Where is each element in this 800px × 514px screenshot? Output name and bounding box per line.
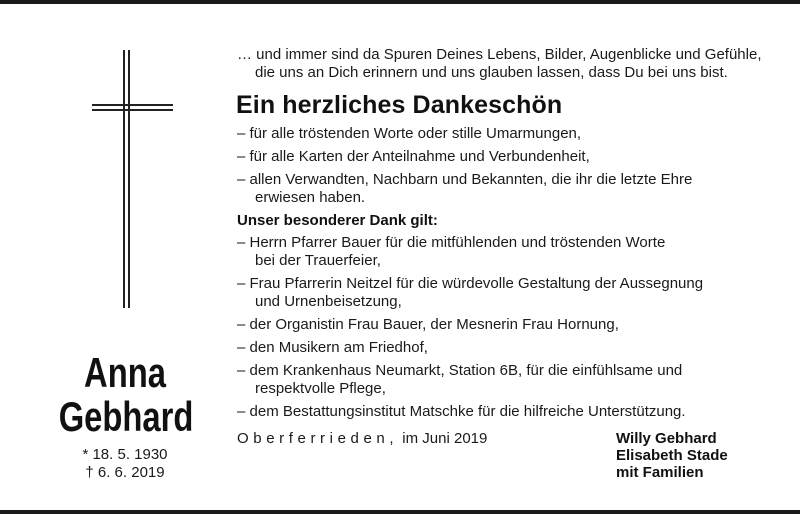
list-item-continuation: und Urnenbeisetzung, (255, 293, 402, 310)
list-item-line: – allen Verwandten, Nachbarn und Bekannten, die ihr die letzte Ehre (237, 171, 693, 188)
intro-quote (237, 46, 762, 82)
list-item-line: – den Musikern am Friedhof, (237, 339, 428, 356)
list-item (237, 316, 703, 334)
list-item-line: – dem Bestattungsinstitut Matschke für die hilfreiche Unterstützung. (237, 403, 686, 420)
notice-date: im Juni 2019 (402, 430, 488, 447)
list-item (237, 148, 692, 166)
list-item-line: – der Organistin Frau Bauer, der Mesnerin Frau Hornung, (237, 316, 619, 333)
thanks-list (237, 125, 692, 212)
list-item-continuation: bei der Trauerfeier, (255, 252, 381, 269)
list-item (237, 125, 692, 143)
list-item-continuation: respektvolle Pflege, (255, 380, 386, 397)
signer-name: mit Familien (616, 464, 704, 481)
list-item (237, 171, 692, 207)
place-and-date (237, 430, 487, 448)
list-item (237, 234, 703, 270)
death-date: † 6. 6. 2019 (85, 464, 165, 481)
bottom-border (0, 510, 800, 514)
list-item (237, 339, 703, 357)
place-name: Oberferrieden, (237, 430, 399, 447)
deceased-first-name: Anna (84, 349, 166, 396)
top-border (0, 0, 800, 4)
intro-line: … und immer sind da Spuren Deines Lebens, Bilder, Augenblicke und Gefühle, (237, 46, 762, 63)
list-item-line: – für alle tröstenden Worte oder stille Umarmungen, (237, 125, 582, 142)
signers (616, 430, 728, 481)
list-item (237, 403, 703, 421)
deceased-last-name: Gebhard (58, 393, 194, 440)
list-item-line: – Frau Pfarrerin Neitzel für die würdevolle Gestaltung der Aussegnung (237, 275, 704, 292)
list-item (237, 275, 703, 311)
special-thanks-list (237, 234, 703, 426)
list-item-line: – Herrn Pfarrer Bauer für die mitfühlenden und tröstenden Worte (237, 234, 666, 251)
birth-date: * 18. 5. 1930 (82, 446, 168, 463)
list-item-continuation: erwiesen haben. (255, 189, 366, 206)
signer-name: Willy Gebhard (616, 430, 717, 447)
list-item (237, 362, 703, 398)
intro-line: die uns an Dich erinnern und uns glauben lassen, dass Du bei uns bist. (255, 64, 728, 81)
list-item-line: – für alle Karten der Anteilnahme und Verbundenheit, (237, 148, 590, 165)
list-item-line: – dem Krankenhaus Neumarkt, Station 6B, für die einfühlsame und (237, 362, 683, 379)
special-thanks-heading: Unser besonderer Dank gilt: (237, 212, 438, 229)
headline: Ein herzliches Dankeschön (236, 91, 563, 119)
signer-name: Elisabeth Stade (616, 447, 728, 464)
